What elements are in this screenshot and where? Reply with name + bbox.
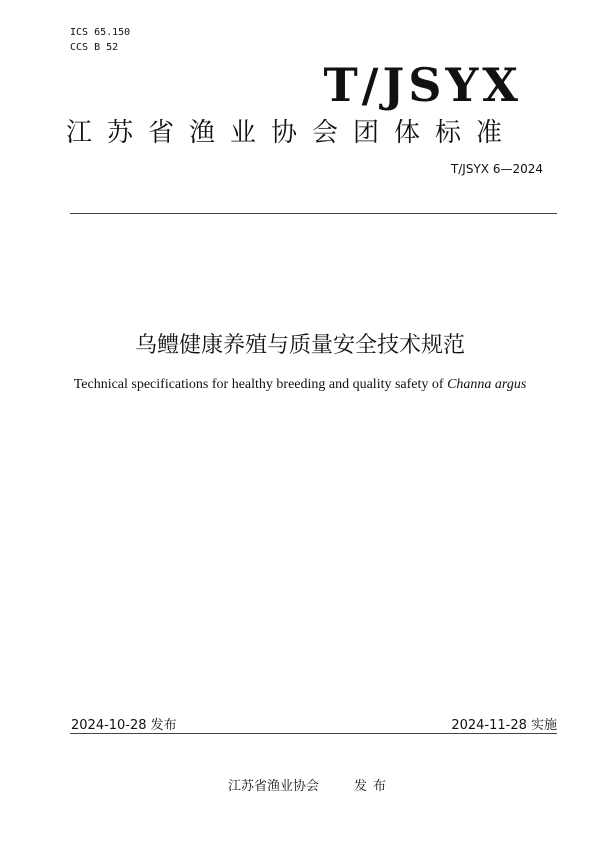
footer-divider [70, 733, 557, 734]
standard-number: T/JSYX 6—2024 [450, 162, 543, 176]
title-english-text: Technical specifications for healthy breeding and quality safety of [73, 377, 448, 392]
publish-date: 2024-10-28 发布 [71, 718, 177, 733]
header-divider [70, 213, 557, 214]
ccs-code: CCS B 52 [70, 42, 119, 53]
publisher-name: 江苏省渔业协会 [228, 779, 320, 794]
ics-code: ICS 65.150 [70, 27, 131, 38]
document-title-english [0, 377, 600, 393]
document-title-chinese: 乌鳢健康养殖与质量安全技术规范 [134, 333, 465, 358]
standard-code-logo: T/JSYX [323, 58, 522, 112]
species-name: Channa argus [447, 377, 527, 392]
implementation-date: 2024-11-28 实施 [451, 718, 557, 733]
publish-label: 发布 [354, 779, 393, 794]
organization-standard-title: 江苏省渔业协会团体标准 [66, 118, 518, 148]
